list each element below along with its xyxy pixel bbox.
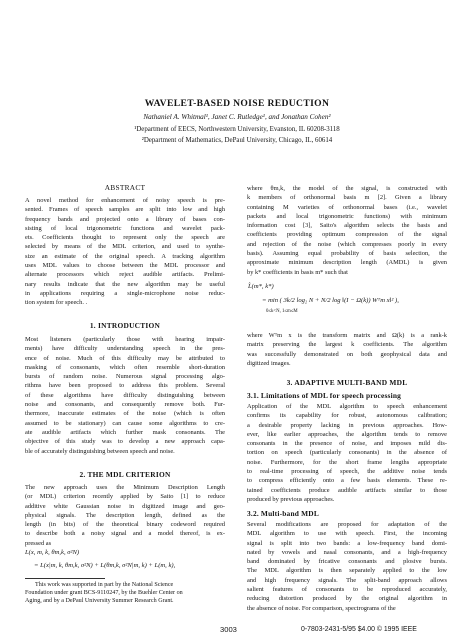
- sub2-line: signal is split into two bands: a low-frequency band domi-: [247, 539, 447, 547]
- sub1-line: consonants in the presence of noise, and imposes mild dis-: [247, 440, 447, 448]
- subsection-3-1-body: [247, 402, 447, 504]
- abstract-line: tion system for speech. .: [25, 299, 88, 307]
- mdl-line: (or MDL) criterion recently applied by Saito [1] to reduce: [25, 493, 225, 501]
- abstract-heading: ABSTRACT: [104, 183, 146, 192]
- intro-line: ments) have difficulty understanding speech in the pres-: [25, 345, 225, 353]
- abstract-line: selected by means of the MDL criterion, and used to synthe-: [25, 243, 225, 251]
- mdl-cont-line: k members of orthonormal basis m [2]. Given a library: [247, 194, 447, 202]
- after-eq-line: where Wᵀm x is the transform matrix and Ω(k) is a rank-k: [247, 332, 447, 339]
- sub2-line: salient features of consonants to be reproduced accurately,: [247, 586, 447, 594]
- intro-line: masking of consonants, which often resemble short-duration: [25, 363, 225, 371]
- intro-line: objective of this study was to develop a new approach capa-: [25, 438, 225, 446]
- mdl-cont-line: information cost [3], Saito's algorithm selects the basis and: [247, 222, 447, 230]
- funding-footnote: [25, 581, 225, 606]
- mdl-cont-line: by k* coefficients in basis m* such that: [247, 268, 348, 276]
- footnote-line: Aging, and by a DePaul University Summer Research Grant.: [25, 598, 174, 605]
- abstract-line: sisting of local trigonometric functions and wavelet pack-: [25, 224, 225, 232]
- abstract-body: [25, 196, 225, 308]
- sub1-line: tortion on speech (particularly consonants) in the absence of: [247, 449, 447, 457]
- footnote-line: Foundation under grant BCS-9110247, by the Buehler Center on: [25, 590, 183, 597]
- subsection-3-2-heading: 3.2. Multi-band MDL: [247, 509, 319, 518]
- abstract-line: uses MDL values to choose between the MDL processor and: [25, 262, 225, 270]
- mdl-after-equation: [247, 331, 447, 368]
- sub2-line: band dominated by fricative consonants and plosive bursts.: [247, 558, 447, 566]
- equation-2-subscript: 0≤k<N, 1≤m≤M: [266, 309, 298, 314]
- paper-title: WAVELET-BASED NOISE REDUCTION: [144, 98, 330, 109]
- author-list: Nathaniel A. Whitmal¹, Janet C. Rutledge¹, and Jonathan Cohen²: [143, 113, 331, 121]
- after-eq-line: was successfully demonstrated on both geophysical data and: [247, 350, 447, 358]
- mdl-cont-line: packets and local trigonometric functions) with minimum: [247, 212, 447, 220]
- abstract-line: sented. Frames of speech samples are split into low and high: [25, 206, 225, 214]
- after-eq-line: digitized images.: [247, 359, 291, 367]
- sub2-line: nated by vowels and nasal consonants, and a high-frequency: [247, 548, 447, 556]
- mdl-heading: 2. THE MDL CRITERION: [79, 470, 171, 479]
- page-number: 3003: [220, 625, 237, 634]
- abstract-line: A novel method for enhancement of noisy speech is pre-: [25, 197, 225, 204]
- mdl-cont-line: and rejection of the noise (which compresses poorly in every: [247, 240, 447, 248]
- mdl-body: [25, 483, 225, 548]
- intro-line: Most listeners (particularly those with hearing impair-: [25, 336, 225, 343]
- intro-heading: 1. INTRODUCTION: [89, 321, 161, 330]
- mdl-line: physical signals. The description length, defined as the: [25, 511, 225, 519]
- sub1-line: confirms its capability for robust, autonomous calibration;: [247, 412, 447, 420]
- equation-2-rhs: = min ( 3k/2 log₂ N + N/2 log ‖(I − Ω(k)) Wᵀm x‖² ),: [262, 297, 399, 304]
- intro-line: of these algorithms have difficulty distinguishing between: [25, 391, 225, 399]
- mdl-cont-line: basis). Assuming equal probability of basis selection, the: [247, 250, 447, 258]
- intro-line: noise and consonants, and consequently remove both. Fur-: [25, 401, 225, 409]
- subsection-3-2-body: [247, 520, 447, 613]
- equation-2-lhs: L̂(m*, k*): [248, 283, 274, 290]
- isbn-notice: 0-7803-2431-5/95 $4.00 © 1995 IEEE: [301, 626, 417, 633]
- intro-line: bursts of random noise. Numerous signal processing algo-: [25, 373, 225, 381]
- intro-body: [25, 335, 225, 456]
- footnote-rule: [25, 578, 105, 579]
- mdl-line: length (in bits) of the theoretical binary codeword required: [25, 521, 225, 529]
- footnote-line: This work was supported in part by the National Science: [35, 582, 174, 588]
- abstract-line: alternate processors which reject audible artifacts. Prelimi-: [25, 271, 225, 279]
- abstract-line: in applications requiring a single-microphone noise reduc-: [25, 289, 225, 297]
- sub2-line: the absence of noise. For comparison, spectrograms of the: [247, 604, 396, 612]
- mdl-line: additive white Gaussian noise in digitized image and geo-: [25, 502, 225, 510]
- mdl-line: pressed as: [25, 539, 52, 547]
- sub1-line: to real-time processing of speech, the additive noise tends: [247, 468, 447, 476]
- sub1-line: noise. Furthermore, for the short frame lengths appropriate: [247, 458, 447, 466]
- abstract-line: size an estimate of the original speech. A tracking algorithm: [25, 252, 225, 260]
- sub1-line: ever, like earlier approaches, the algorithm tends to remove: [247, 430, 447, 438]
- mdl-cont-line: containing M varieties of orthonormal bases (i.e., wavelet: [247, 203, 447, 211]
- abstract-line: frequency bands and projected onto a library of bases con-: [25, 215, 225, 223]
- equation-1-line-2: = L(x|m, k, θm,k, σ²N) + L(θm,k, σ²N|m, k) + L(m, k),: [34, 562, 176, 569]
- abstract-line: ets. Coefficients thought to represent only the speech are: [25, 234, 225, 242]
- mdl-cont-line: coefficients providing optimum compression of the signal: [247, 231, 447, 239]
- subsection-3-1-heading: 3.1. Limitations of MDL for speech processing: [247, 391, 402, 400]
- sub2-line: MDL algorithm to use with speech. First, the incoming: [247, 530, 447, 538]
- intro-line: rithms have been proposed to address this problem. Several: [25, 382, 225, 390]
- intro-line: ate audible artifacts which further mask consonants. The: [25, 428, 225, 436]
- sub1-line: to compress efficiently onto a few basis elements. These re-: [247, 477, 447, 485]
- sub1-line: tained coefficients produce audible artifacts similar to those: [247, 486, 447, 494]
- mdl-line: The new approach uses the Minimum Description Length: [25, 484, 225, 491]
- sub2-line: The MDL algorithm is then separately applied to the low: [247, 567, 447, 575]
- intro-line: ble of accurately distinguishing between speech and noise.: [25, 447, 175, 455]
- sub1-line: Application of the MDL algorithm to speech enhancement: [247, 403, 447, 410]
- mdl-continuation: [247, 184, 447, 277]
- sub2-line: and high frequency signals. The split-band approach allows: [247, 576, 447, 584]
- equation-1-line-1: L(x, m, k, θm,k, σ²N): [25, 549, 80, 556]
- intro-line: ence of noise. Much of this difficulty may be attributed to: [25, 354, 225, 362]
- sub2-line: reducing distortion produced by the original algorithm in: [247, 595, 447, 603]
- mdl-cont-line: where θm,k, the model of the signal, is constructed with: [247, 185, 447, 192]
- sub1-line: produced by previous approaches.: [247, 495, 335, 503]
- abstract-line: nary results indicate that the new algorithm may be useful: [25, 280, 225, 288]
- affiliation-1: ¹Department of EECS, Northwestern University, Evanston, IL 60208-3118: [134, 126, 340, 133]
- mdl-line: to describe both a noisy signal and a model thereof, is ex-: [25, 530, 225, 538]
- after-eq-line: matrix preserving the largest k coefficients. The algorithm: [247, 341, 447, 349]
- sub2-line: Several modifications are proposed for adaptation of the: [247, 521, 447, 528]
- intro-line: assumed to be stationary) can cause some algorithms to cre-: [25, 419, 225, 427]
- affiliation-2: ²Department of Mathematics, DePaul University, Chicago, IL, 60614: [141, 137, 333, 144]
- adaptive-heading: 3. ADAPTIVE MULTI-BAND MDL: [286, 378, 408, 387]
- intro-line: thermore, inaccurate estimates of the noise (which is often: [25, 410, 225, 418]
- sub1-line: a desirable property lacking in previous approaches. How-: [247, 421, 447, 429]
- mdl-cont-line: approximate minimum description length (AMDL) is given: [247, 259, 447, 267]
